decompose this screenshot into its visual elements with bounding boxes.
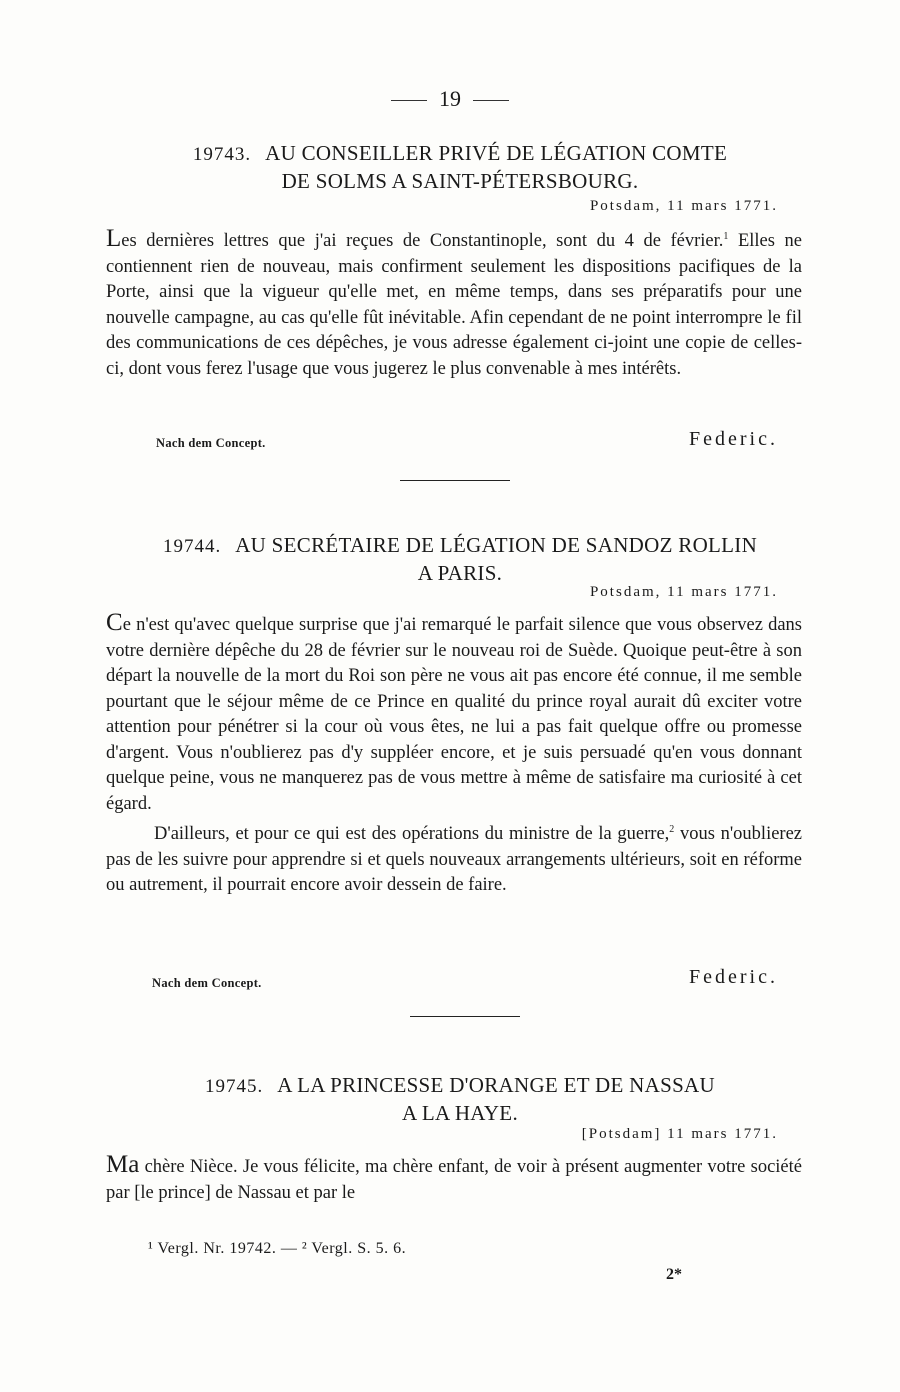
page-number: 19 (0, 86, 900, 112)
initial-letter: C (106, 609, 123, 636)
heading-line: A LA HAYE. (402, 1101, 518, 1125)
paragraph: Ce n'est qu'avec quelque surprise que j'ai remarqué le parfait silence que vous observez dans votre dernière dépêche du 28 de février sur le nouveau roi de Suède. Quoique peut-être à son départ la nouvelle de la mort du Roi son père ne vous ait pas encore été connue, il me semble pourtant que le séjour même de ce Prince en qualité du prince royal aurait dû exciter votre attention pour pénétrer si la cour où vous êtes, ne lui a pas fait quelque offre ou promesse d'argent. Vous n'oublierez pas d'y suppléer encore, et je suis persuadé qu'en vous donnant quelque peine, vous ne manquerez pas de vous mettre à même de satisfaire ma curiosité à cet égard. (106, 609, 802, 814)
heading-line: DE SOLMS A SAINT-PÉTERSBOURG. (281, 169, 639, 193)
letter-number: 19745. (205, 1076, 264, 1097)
heading-line: AU CONSEILLER PRIVÉ DE LÉGATION COMTE (265, 141, 728, 165)
letter-number: 19744. (162, 536, 222, 557)
letter-body (106, 1152, 802, 1206)
paragraph: Les dernières lettres que j'ai reçues de Constantinople, sont du 4 de février.$^1$ Elles ne contiennent rien de nouveau, mais confirment seulement les dispositions pacifiques de la Porte, ainsi que la vigueur qu'elle met, en même temps, dans ses préparatifs pour une nouvelle campagne, au cas qu'elle fût inévitable. Afin cependant de ne point interrompre le fil des communications de ces dépêches, je vous adresse également ci-joint une copie de celles-ci, dont vous ferez l'usage que vous jugerez le plus convenable à mes intérêts. (106, 225, 803, 379)
separator-rule (400, 480, 510, 481)
dash-right (473, 100, 509, 101)
letter-body (106, 610, 802, 899)
letter-number: 19743. (192, 144, 252, 165)
dateline: Potsdam, 11 mars 1771. (589, 198, 778, 214)
signature-mark: 2* (666, 1266, 682, 1283)
initial-letter: L (106, 225, 122, 252)
letter-heading (100, 1072, 820, 1126)
signature: Federic. (689, 428, 778, 450)
signature: Federic. (689, 966, 778, 988)
letter-heading (100, 140, 820, 194)
dateline: [Potsdam] 11 mars 1771. (581, 1126, 778, 1142)
initial-letter: Ma (106, 1151, 140, 1178)
paragraph: Ma chère Nièce. Je vous félicite, ma chère enfant, de voir à présent augmenter votre société par [le prince] de Nassau et par le (106, 1151, 802, 1203)
separator-rule (410, 1016, 520, 1017)
heading-line: AU SECRÉTAIRE DE LÉGATION DE SANDOZ ROLLIN (235, 533, 758, 557)
dash-left (391, 100, 427, 101)
footnotes: ¹ Vergl. Nr. 19742. — ² Vergl. S. 5. 6. (148, 1240, 407, 1257)
source-note: Nach dem Concept. (152, 976, 262, 990)
footnote-ref: 1 (723, 231, 729, 242)
source-note: Nach dem Concept. (156, 436, 266, 450)
letter-heading (100, 532, 820, 586)
heading-line: A LA PRINCESSE D'ORANGE ET DE NASSAU (277, 1073, 715, 1097)
footnote-ref: 2 (669, 824, 675, 835)
dateline: Potsdam, 11 mars 1771. (589, 584, 778, 600)
paragraph: D'ailleurs, et pour ce qui est des opérations du ministre de la guerre,$^2$ vous n'oublierez pas de les suivre pour apprendre si et quels nouveaux arrangements ultérieurs, soit en réforme ou autrement, il pourrait encore avoir dessein de faire. (106, 824, 803, 895)
heading-line: A PARIS. (417, 561, 503, 585)
letter-body (106, 224, 802, 382)
